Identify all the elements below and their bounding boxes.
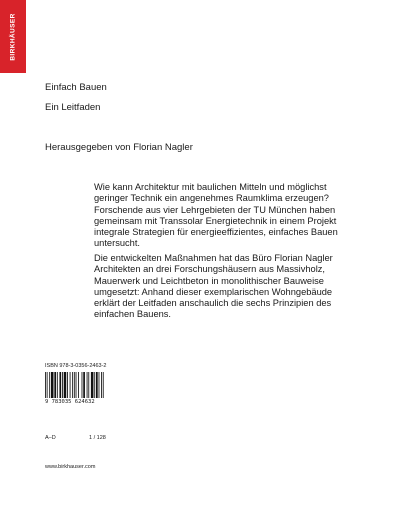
catalog-category: A–D xyxy=(45,435,56,441)
blurb-line: einfachen Bauens. xyxy=(94,309,172,320)
blurb-line: erklärt der Leitfaden anschaulich die sechs Prinzipien des xyxy=(94,298,332,309)
catalog-price-code: 1 / 128 xyxy=(89,435,106,441)
blurb-line: Die entwickelten Maßnahmen hat das Büro Florian Nagler xyxy=(94,253,333,263)
barcode-bar xyxy=(101,372,102,398)
barcode-bar xyxy=(83,372,85,398)
barcode-bar xyxy=(51,372,54,398)
barcode-bar xyxy=(96,372,98,398)
blurb-paragraph-1 xyxy=(94,182,384,250)
book-title: Einfach Bauen xyxy=(45,82,107,93)
barcode-bar xyxy=(78,372,79,398)
blurb-line: Mauerwerk und Leichtbeton in monolithischer Bauweise xyxy=(94,275,324,286)
publisher-logo-text: BIRKHÄUSER xyxy=(9,13,17,61)
barcode-bar xyxy=(49,372,50,398)
blurb-line: integrale Strategien für energieeffizientes, einfaches Bauen xyxy=(94,227,338,238)
barcode-bar xyxy=(72,372,73,398)
barcode-graphic xyxy=(45,372,127,398)
barcode-bar xyxy=(82,372,83,398)
barcode-bar xyxy=(76,372,77,398)
barcode-bar xyxy=(64,372,67,398)
isbn-label: ISBN 978-3-0356-2463-2 xyxy=(45,363,107,369)
book-subtitle: Ein Leitfaden xyxy=(45,102,101,113)
barcode-bar xyxy=(88,372,89,398)
barcode-bar xyxy=(57,372,58,398)
blurb-line: untersucht. xyxy=(94,238,140,249)
editor-credit: Herausgegeben von Florian Nagler xyxy=(45,142,193,153)
barcode-bar xyxy=(103,372,104,398)
blurb-line: gemeinsam mit Transsolar Energietechnik in einem Projekt xyxy=(94,215,337,226)
barcode-bar xyxy=(74,372,75,398)
barcode-bar xyxy=(54,372,56,398)
barcode-bar xyxy=(87,372,88,398)
barcode-bar xyxy=(99,372,100,398)
barcode-digits: 9 783035 624632 xyxy=(45,399,95,405)
publisher-logo-tab xyxy=(0,0,26,73)
blurb-paragraph-2 xyxy=(94,253,384,321)
barcode-bar xyxy=(67,372,68,398)
blurb-line: geringer Technik ein angenehmes Raumklima erzeugen? xyxy=(94,193,329,204)
blurb-line: umgesetzt: Anhand dieser exemplarischen Wohngebäude xyxy=(94,286,333,297)
barcode-bar xyxy=(70,372,71,398)
blurb-line: Forschende aus vier Lehrgebieten der TU München haben xyxy=(94,204,336,215)
barcode-bar xyxy=(91,372,94,398)
blurb-line: Architekten an drei Forschungshäusern aus Massivholz, xyxy=(94,264,325,275)
barcode-bar xyxy=(45,372,46,398)
barcode-bar xyxy=(47,372,48,398)
barcode-bar xyxy=(94,372,95,398)
barcode-bar xyxy=(59,372,61,398)
barcode-bar xyxy=(62,372,63,398)
publisher-website-link[interactable]: www.birkhauser.com xyxy=(45,464,96,470)
blurb-line: Wie kann Architektur mit baulichen Mitteln und möglichst xyxy=(94,182,327,192)
